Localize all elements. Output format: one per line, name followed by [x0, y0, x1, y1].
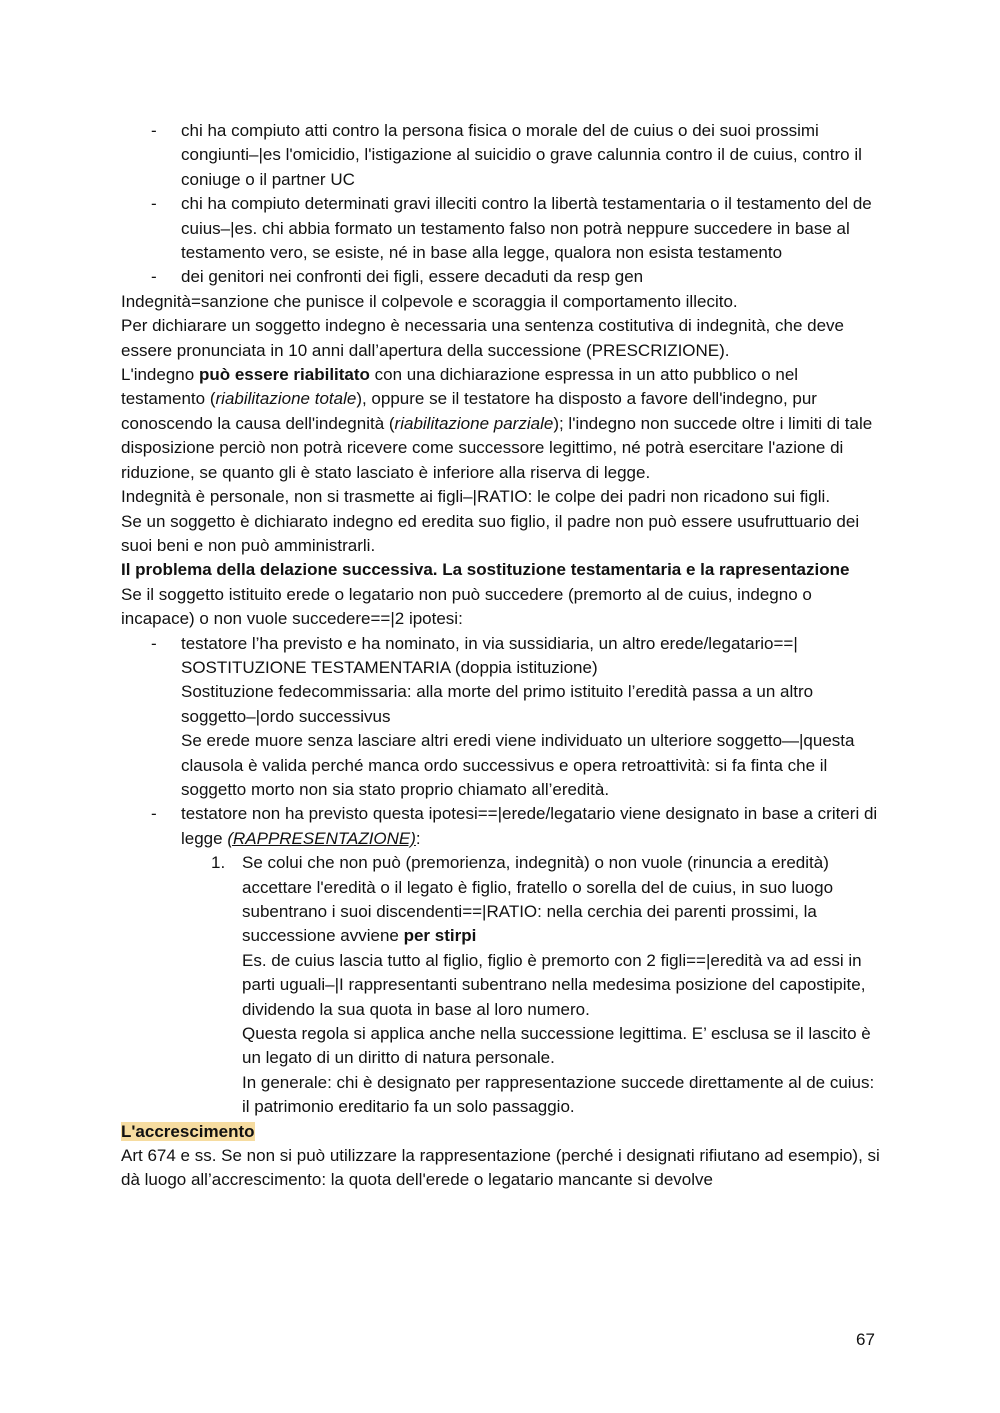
- numbered-item-continuation: Questa regola si applica anche nella successione legittima. E’ esclusa se il lascito è un legato di un diritto di natura personale.: [242, 1024, 871, 1068]
- page-body: [121, 119, 881, 1193]
- list-item-continuation: Se erede muore senza lasciare altri eredi viene individuato un ulteriore soggetto—|questa clausola è valida perché manca ordo successivus e opera retroattività: si fa finta che il soggetto morto non sia stato proprio chiamato all’eredità.: [181, 731, 855, 799]
- paragraph: L'indegno può essere riabilitato con una dichiarazione espressa in un atto pubblico o nel testamento (riabilitazione totale), oppure se il testatore ha disposto a favore dell'indegno, pur conoscendo la causa dell'indegnità (riabilitazione parziale); l'indegno non succede oltre i limiti di tale disposizione perciò non potrà ricevere come successore legittimo, né potrà esercitare l'azione di riduzione, se quanto gli è stato lasciato è inferiore alla riserva di legge.: [121, 365, 873, 482]
- list-item: - chi ha compiuto atti contro la persona fisica o morale del de cuius o dei suoi prossimi congiunti–|es l'omicidio, l'istigazione al suicidio o grave calunnia contro il de cuius, contro il coniuge o il partner UC: [151, 121, 862, 189]
- paragraph: Se il soggetto istituito erede o legatario non può succedere (premorto al de cuius, indegno o incapace) o non vuole succedere==|2 ipotesi:: [121, 584, 812, 629]
- bullet-dash: -: [151, 267, 157, 287]
- paragraph: Indegnità è personale, non si trasmette ai figli–|RATIO: le colpe dei padri non ricadono sui figli.: [121, 487, 831, 507]
- list-item: - dei genitori nei confronti dei figli, essere decaduti da resp gen: [121, 265, 881, 289]
- item-number: 1.: [211, 853, 226, 873]
- page-number: 67: [856, 1330, 875, 1349]
- paragraph: Art 674 e ss. Se non si può utilizzare la rappresentazione (perché i designati rifiutano ad esempio), si dà luogo all’accrescimento: la quota dell'erede o legatario mancante si devolve: [121, 1146, 880, 1190]
- list-item: - chi ha compiuto determinati gravi illeciti contro la libertà testamentaria o il testamento del de cuius–|es. chi abbia formato un testamento falso non potrà neppure succedere in base al testamento vero, se esiste, né in base alla legge, qualora non esista testamento: [151, 194, 872, 263]
- bullet-dash: -: [151, 121, 157, 140]
- list-item-continuation: Sostituzione fedecommissaria: alla morte del primo istituito l’eredità passa a un altro soggetto–|ordo successivus: [181, 682, 814, 726]
- paragraph: Se un soggetto è dichiarato indegno ed eredita suo figlio, il padre non può essere usufruttuario dei suoi beni e non può amministrarli.: [121, 511, 860, 555]
- section-heading: Il problema della delazione successiva. La sostituzione testamentaria e la rapresentazione: [121, 560, 850, 580]
- bullet-dash: -: [151, 804, 157, 824]
- section-heading: L'accrescimento: [121, 1121, 255, 1141]
- bullet-dash: -: [151, 194, 157, 214]
- paragraph: Indegnità=sanzione che punisce il colpevole e scoraggia il comportamento illecito.: [121, 291, 738, 311]
- list-item: - testatore non ha previsto questa ipotesi==|erede/legatario viene designato in base a criteri di legge (RAPPRESENTAZIONE):: [151, 804, 878, 848]
- list-item: - testatore l’ha previsto e ha nominato, in via sussidiaria, un altro erede/legatario==| SOSTITUZIONE TESTAMENTARIA (doppia istituzione): [151, 633, 798, 677]
- numbered-item-continuation: Es. de cuius lascia tutto al figlio, figlio è premorto con 2 figli==|eredità va ad essi in parti uguali–|I rappresentanti subentrano nella medesima posizione del capostipite, dividendo la sua quota in base al loro numero.: [242, 950, 866, 1019]
- bullet-dash: -: [151, 633, 157, 653]
- paragraph: Per dichiarare un soggetto indegno è necessaria una sentenza costitutiva di indegnità, che deve essere pronunciata in 10 anni dall’apertura della successione (PRESCRIZIONE).: [121, 316, 844, 360]
- numbered-item: 1. Se colui che non può (premorienza, indegnità) o non vuole (rinuncia a eredità) accettare l'eredità o il legato è figlio, fratello o sorella del de cuius, in suo luogo subentrano i suoi discendenti==|RATIO: nella cerchia dei parenti prossimi, la successione avviene per stirpi: [211, 853, 834, 946]
- numbered-item-continuation: In generale: chi è designato per rappresentazione succede direttamente al de cuius: il patrimonio ereditario fa un solo passaggio.: [242, 1072, 875, 1117]
